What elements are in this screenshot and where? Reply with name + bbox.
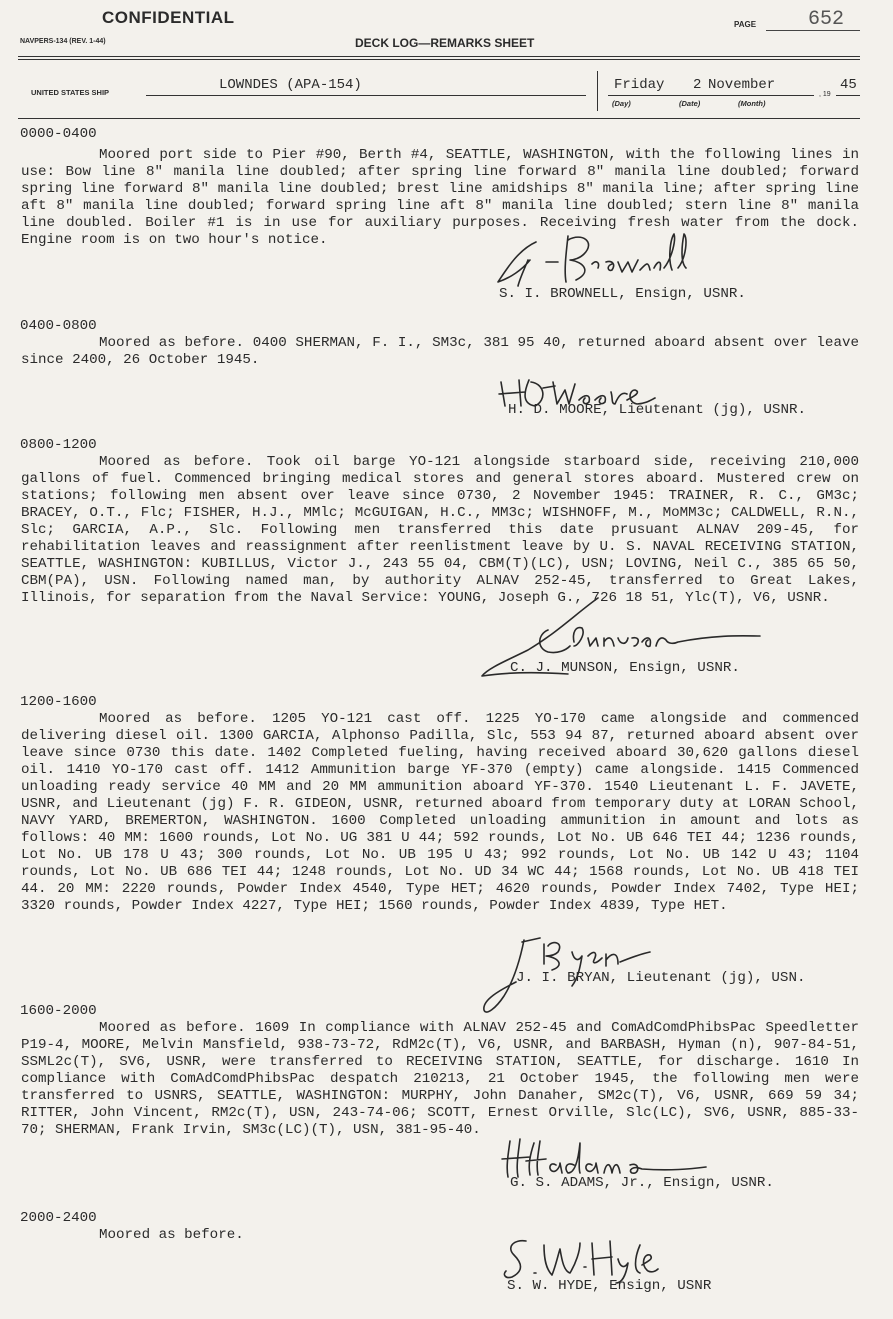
header-rule-double — [18, 59, 860, 60]
log-entry-text: Moored as before. Took oil barge YO-121 alongside starboard side, receiving 210,000 gallons of fuel. Commenced bringing medical stores and general stores aboard. Mustered crew on stations; following men absent over leave since 0730, 2 November 1945: TRAINER, R. C., GM3c; BRACEY, O.T., Flc; FISHER, H.J., MMlc; McGUIGAN, H.C., MM3c; WISHNOFF, M., MoMM3c; CALDWELL, R.N., Slc; GARCIA, A.P., Slc. Following men transferred this date prusuant ALNAV 209-45, for rehabilitation leaves and reassignment after reenlistment leave by U. S. NAVAL RECEIVING STATION, SEATTLE, WASHINGTON: KUBILLUS, Victor J., 243 55 04, CBM(T)(LC), USN; LOVING, Neil C., 385 65 50, CBM(PA), USN. Following named man, by authority ALNAV 252-45, transferred to Great Lakes, Illinois, for separation from the Naval Service: YOUNG, Joseph G., 726 18 51, Ylc(T), V6, USNR. — [21, 454, 859, 606]
watch-period: 2000-2400 — [20, 1210, 97, 1226]
date-value: 2 — [693, 77, 702, 93]
watch-period: 0800-1200 — [20, 437, 97, 453]
log-entry-text: Moored as before. 0400 SHERMAN, F. I., SM3c, 381 95 40, returned aboard absent over leave since 2400, 26 October 1945. — [21, 335, 859, 368]
year-line — [836, 95, 860, 96]
year-value: 45 — [840, 77, 857, 93]
month-value: November — [708, 77, 776, 93]
log-entry-text: Moored port side to Pier #90, Berth #4, SEATTLE, WASHINGTON, with the following lines in use: Bow line 8" manila line doubled; after spring line forward 8" manila line doubled; forward spring line forward 8" manila line doubled; brest line amidships 8" manila line; after spring line aft 8" manila line doubled; forward spring line aft 8" manila line doubled; stern line 8" manila line doubled. Boiler #1 is in use for auxiliary purposes. Receiving fresh water from the dock. Engine room is on two hour's notice. — [21, 147, 859, 248]
day-value: Friday — [614, 77, 665, 93]
log-entry-text: Moored as before. 1609 In compliance with ALNAV 252-45 and ComAdComdPhibsPac Speedletter P19-4, MOORE, Melvin Mansfield, 938-73-72, RdM2c(T), V6, USNR, and BARBASH, Hyman (n), 907-84-51, SSML2c(T), SV6, USNR, were transferred to RECEIVING STATION, SEATTLE, for discharge. 1610 In compliance with ComAdComdPhibsPac despatch 210213, 21 October 1945, the following men were transferred to USNRS, SEATTLE, WASHINGTON: MURPHY, John Danaher, SM2c(T), V6, USNR, 669 59 34; RITTER, John Vincent, RM2c(T), USN, 243-74-06; SCOTT, Ernest Orville, Slc(LC), SV6, USNR, 885-33-70; SHERMAN, Frank Irvin, SM3c(LC)(T), USN, 381-95-40. — [21, 1020, 859, 1138]
officer-signature-block: G. S. ADAMS, Jr., Ensign, USNR. — [510, 1175, 774, 1191]
handwritten-signature-brownell — [488, 230, 708, 290]
ship-name: LOWNDES (APA-154) — [219, 77, 362, 93]
page-number-line — [766, 30, 860, 31]
classification-stamp: CONFIDENTIAL — [102, 8, 235, 27]
log-entry-text: Moored as before. 1205 YO-121 cast off. 1225 YO-170 came alongside and commenced delivering diesel oil. 1300 GARCIA, Alphonso Padilla, Slc, 553 94 87, returned aboard absent over leave since 0730 this date. 1402 Completed fueling, having received aboard 30,620 gallons diesel oil. 1410 YO-170 cast off. 1412 Ammunition barge YF-370 (empty) came alongside. 1415 Commenced unloading ready service 40 MM and 20 MM ammunition aboard YF-370. 1540 Lieutenant L. F. JAVETE, USNR, and Lieutenant (jg) F. R. GIDEON, USNR, returned aboard from temporary duty at LORAN School, NAVY YARD, BREMERTON, WASHINGTON. 1600 Completed unloading ammunition in amount and lots as follows: 40 MM: 1600 rounds, Lot No. UG 381 U 44; 592 rounds, Lot No. UB 646 TEI 44; 1236 rounds, Lot No. UB 178 U 43; 300 rounds, Lot No. UB 195 U 43; 992 rounds, Lot No. UB 142 U 43; 1104 rounds, Lot No. UB 686 TEI 44; 1248 rounds, Lot No. UD 34 WC 44; 1568 rounds, Lot No. UB 418 TEI 44. 20 MM: 2220 rounds, Powder Index 4540, Type HET; 4620 rounds, Powder Index 7402, Type HEI; 3320 rounds, Powder Index 4227, Type HEI; 1560 rounds, Powder Index 4839, Type HET. — [21, 711, 859, 914]
officer-signature-block: S. W. HYDE, Ensign, USNR — [507, 1278, 712, 1294]
day-caption: (Day) — [612, 99, 631, 108]
watch-period: 0400-0800 — [20, 318, 97, 334]
ship-name-line — [146, 95, 586, 96]
date-line — [608, 95, 814, 96]
page-label: PAGE — [734, 20, 757, 29]
handwritten-signature-munson — [478, 592, 763, 692]
form-number: NAVPERS-134 (REV. 1-44) — [20, 38, 106, 45]
officer-signature-block: J. I. BRYAN, Lieutenant (jg), USN. — [516, 970, 806, 986]
officer-signature-block: S. I. BROWNELL, Ensign, USNR. — [499, 286, 746, 302]
watch-period: 1200-1600 — [20, 694, 97, 710]
watch-period: 0000-0400 — [20, 126, 97, 142]
log-entry-text: Moored as before. — [99, 1227, 244, 1243]
header-rule — [18, 56, 860, 57]
watch-period: 1600-2000 — [20, 1003, 97, 1019]
date-divider — [597, 71, 598, 111]
sheet-title: DECK LOG—REMARKS SHEET — [355, 36, 535, 50]
page-number: 652 — [808, 8, 845, 31]
officer-signature-block: C. J. MUNSON, Ensign, USNR. — [510, 660, 740, 676]
ship-label: UNITED STATES SHIP — [31, 88, 110, 97]
year-prefix: , 19 — [819, 91, 831, 98]
month-caption: (Month) — [738, 99, 766, 108]
header-bottom-rule — [18, 118, 860, 119]
date-caption: (Date) — [679, 99, 701, 108]
officer-signature-block: H. D. MOORE, Lieutenant (jg), USNR. — [508, 402, 806, 418]
